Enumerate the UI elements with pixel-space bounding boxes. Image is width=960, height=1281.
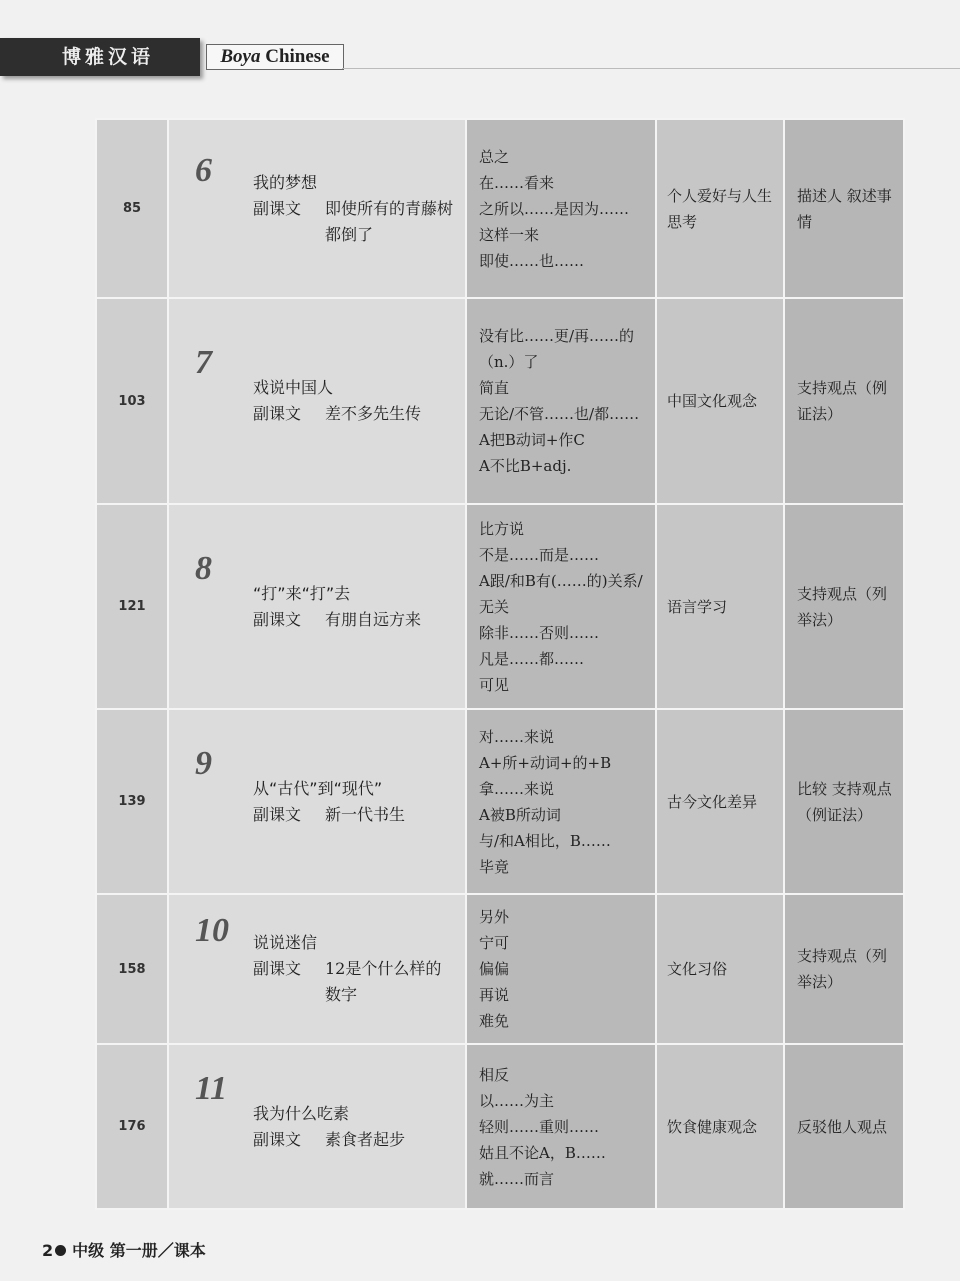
page-cell: 103	[96, 298, 168, 504]
skill-cell: 反驳他人观点	[784, 1044, 904, 1209]
grammar-point: 可见	[479, 675, 510, 694]
book-name: 中级 第一册／课本	[72, 1241, 206, 1260]
grammar-point: 毕竟	[479, 857, 510, 876]
lesson-title: 从“古代”到“现代”	[253, 778, 383, 798]
page-cell: 85	[96, 119, 168, 298]
page-footer	[42, 1238, 206, 1261]
topic-cell: 语言学习	[656, 504, 784, 709]
topic-cell: 中国文化观念	[656, 298, 784, 504]
grammar-point: 轻则……重则……	[479, 1117, 600, 1136]
sub-text-label: 副课文	[253, 404, 302, 423]
skill-cell: 支持观点（列举法）	[784, 894, 904, 1044]
topic-cell: 饮食健康观念	[656, 1044, 784, 1209]
grammar-cell	[466, 504, 656, 709]
grammar-cell	[466, 1044, 656, 1209]
grammar-point: 在……看来	[479, 173, 555, 192]
lesson-row	[96, 504, 904, 709]
lesson-number: 7	[195, 344, 212, 381]
page-cell: 176	[96, 1044, 168, 1209]
sub-text-title: 有朋自远方来	[325, 609, 422, 629]
lesson-number: 9	[195, 744, 212, 782]
lesson-title: 我的梦想	[253, 172, 318, 192]
lesson-title: 说说迷信	[253, 933, 318, 952]
lesson-title: “打”来“打”去	[253, 583, 351, 603]
grammar-point: 总之	[479, 147, 510, 166]
sub-text-title: 12是个什么样的数字	[325, 959, 442, 1004]
grammar-point: 与/和A相比，B……	[479, 831, 611, 850]
grammar-point: 另外	[479, 908, 510, 926]
grammar-point: 没有比……更/再……的（n.）了	[479, 327, 635, 371]
sub-text-label: 副课文	[253, 609, 302, 629]
series-title-english: Boya Chinese	[206, 44, 344, 70]
page-number: 2	[42, 1241, 54, 1260]
skill-cell: 支持观点（列举法）	[784, 504, 904, 709]
grammar-point: 简直	[479, 379, 510, 397]
grammar-point: A不比B+adj.	[479, 457, 572, 475]
skill-cell: 支持观点（例证法）	[784, 298, 904, 504]
grammar-point: 难免	[479, 1012, 510, 1030]
grammar-point: A把B动词+作C	[479, 431, 585, 449]
topic-cell: 个人爱好与人生思考	[656, 119, 784, 298]
title-cell	[168, 709, 466, 894]
sub-text-title: 差不多先生传	[325, 404, 422, 423]
sub-text-label: 副课文	[253, 804, 302, 824]
grammar-point: 凡是……都……	[479, 649, 585, 668]
grammar-point: 就……而言	[479, 1169, 555, 1188]
page-cell: 139	[96, 709, 168, 894]
page-cell: 121	[96, 504, 168, 709]
grammar-point: 再说	[479, 986, 510, 1004]
grammar-cell	[466, 709, 656, 894]
sub-text-label: 副课文	[253, 959, 302, 978]
grammar-point: A被B所动词	[479, 805, 561, 824]
grammar-point: 对……来说	[479, 727, 555, 746]
title-cell	[168, 504, 466, 709]
grammar-point: 比方说	[479, 519, 525, 538]
grammar-point: 宁可	[479, 934, 510, 952]
lesson-row	[96, 709, 904, 894]
grammar-point: 姑且不论A，B……	[479, 1143, 606, 1162]
lesson-row	[96, 119, 904, 298]
grammar-point: 之所以……是因为……	[479, 199, 630, 218]
topic-cell: 文化习俗	[656, 894, 784, 1044]
sub-text-title: 素食者起步	[325, 1129, 406, 1149]
grammar-point: 以……为主	[479, 1091, 555, 1110]
topic-cell: 古今文化差异	[656, 709, 784, 894]
title-cell	[168, 298, 466, 504]
contents-table	[95, 118, 905, 1210]
grammar-point: 相反	[479, 1065, 510, 1084]
grammar-cell	[466, 298, 656, 504]
page-cell: 158	[96, 894, 168, 1044]
skill-cell: 比较 支持观点（例证法）	[784, 709, 904, 894]
lesson-number: 8	[195, 549, 212, 587]
grammar-point: 除非……否则……	[479, 623, 600, 642]
lesson-row	[96, 298, 904, 504]
lesson-title: 我为什么吃素	[253, 1103, 350, 1123]
sub-text-label: 副课文	[253, 198, 302, 218]
title-cell	[168, 1044, 466, 1209]
lesson-number: 10	[195, 912, 229, 949]
grammar-point: 即使……也……	[479, 251, 585, 270]
grammar-point: 偏偏	[479, 960, 510, 978]
sub-text-title: 即使所有的青藤树都倒了	[325, 198, 454, 244]
grammar-point: 这样一来	[479, 225, 540, 244]
series-title: 博雅汉语	[0, 38, 200, 76]
title-cell	[168, 894, 466, 1044]
grammar-point: A跟/和B有(……的)关系/无关	[479, 571, 643, 616]
lesson-title: 戏说中国人	[253, 378, 334, 397]
grammar-point: 不是……而是……	[479, 545, 600, 564]
header-divider	[342, 68, 960, 69]
lesson-row	[96, 894, 904, 1044]
title-cell	[168, 119, 466, 298]
grammar-cell	[466, 119, 656, 298]
grammar-point: 无论/不管……也/都……	[479, 405, 640, 423]
sub-text-label: 副课文	[253, 1129, 302, 1149]
sub-text-title: 新一代书生	[325, 804, 406, 824]
lesson-row	[96, 1044, 904, 1209]
lesson-number: 11	[195, 1069, 228, 1107]
grammar-point: 拿……来说	[479, 779, 555, 798]
bullet-icon	[55, 1245, 66, 1256]
grammar-point: A+所+动词+的+B	[479, 753, 612, 772]
skill-cell: 描述人 叙述事情	[784, 119, 904, 298]
lesson-number: 6	[195, 151, 212, 189]
grammar-cell	[466, 894, 656, 1044]
